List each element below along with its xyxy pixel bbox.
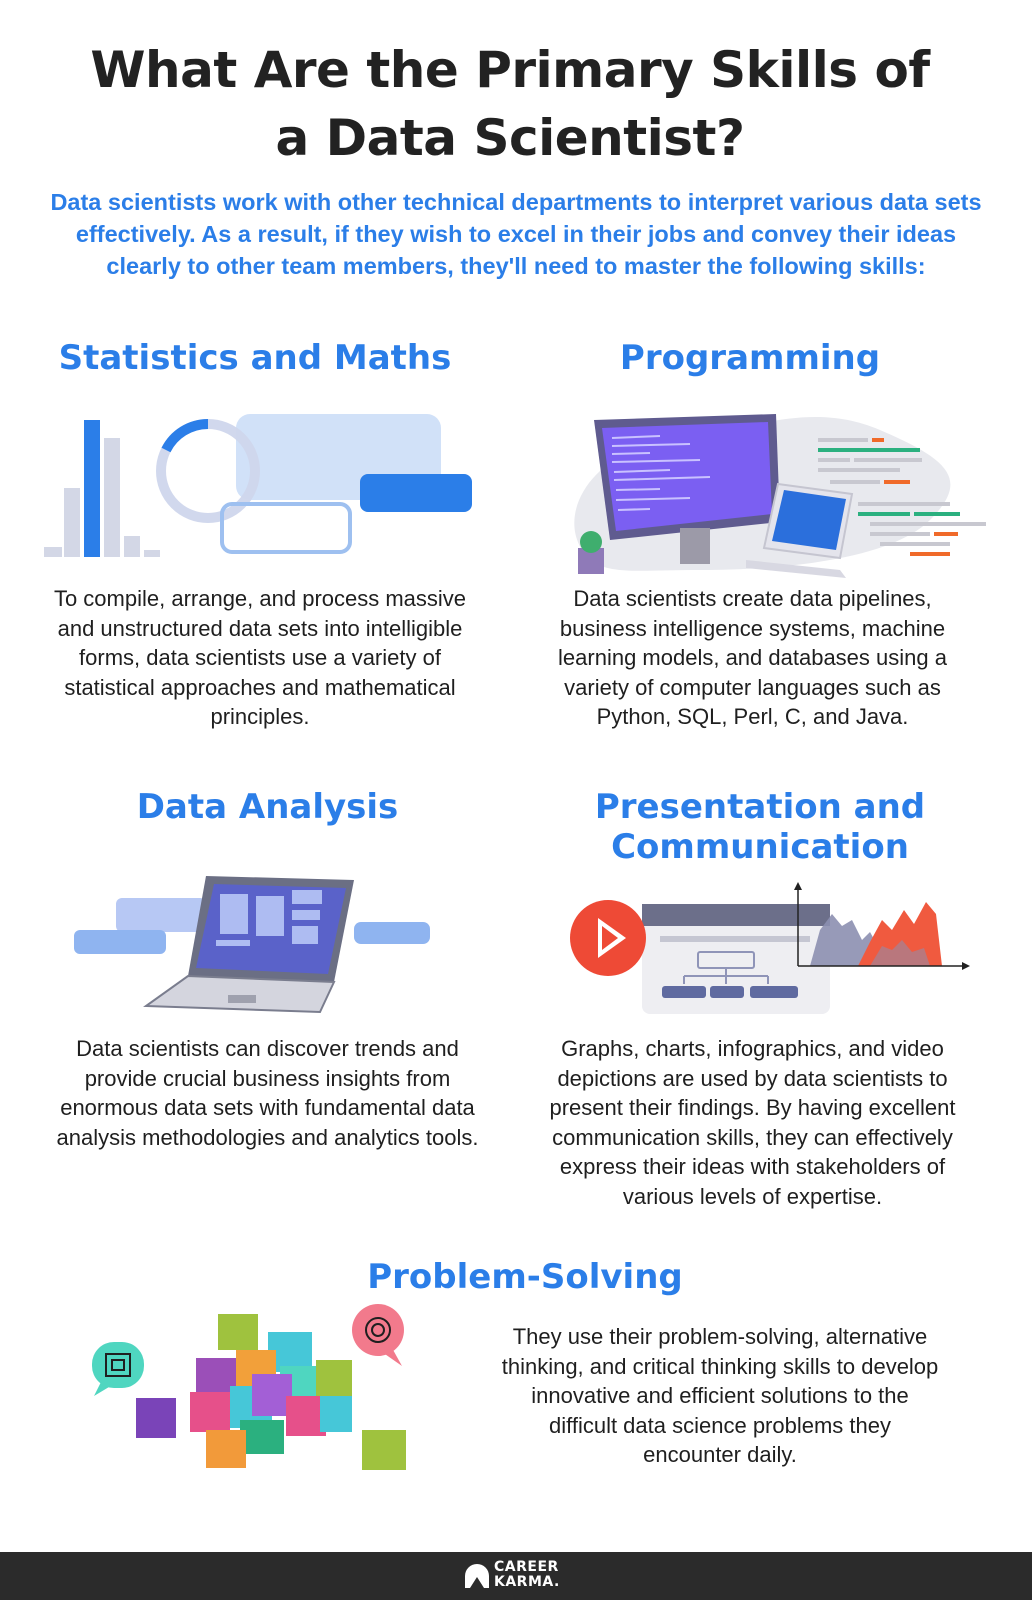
presentation-description: Graphs, charts, infographics, and video depictions are used by data scientists to present their findings. By having excellent communication skills, they can effectively express their ideas with stakeholders of various levels of expertise. (549, 1036, 956, 1209)
presentation-illustration (570, 890, 990, 1020)
presentation-heading-line1: Presentation and (594, 787, 926, 827)
statistics-description: To compile, arrange, and process massive and unstructured data sets into intelligible forms, data scientists use a variety of statistical approaches and mathematical principles. (53, 586, 467, 729)
data-analysis-description: Data scientists can discover trends and provide crucial business insights from enormous data sets with fundamental data analysis methodologies and analytics tools. (56, 1036, 479, 1150)
data-analysis-heading: Data Analysis (136, 787, 399, 827)
laptop-dashboard-illustration (70, 870, 440, 1030)
presentation-heading-line2: Communication (611, 827, 909, 867)
logo-mark-icon (464, 1563, 490, 1589)
page-title (40, 36, 980, 172)
intro-paragraph: Data scientists work with other technical departments to interpret various data sets effectively. As a result, if they wish to excel in their jobs and convey their ideas clearly to other team members, they'll need to master the following skills: (50, 189, 982, 279)
page-title-line1: What Are the Primary Skills of (90, 41, 930, 99)
problem-solving-description: They use their problem-solving, alternative thinking, and critical thinking skills to develop innovative and efficient solutions to the difficult data science problems they encounter daily. (501, 1324, 939, 1467)
programming-heading: Programming (619, 338, 881, 378)
page-title-line2: a Data Scientist? (275, 109, 745, 167)
career-karma-logo[interactable] (464, 1557, 574, 1595)
programming-illustration (550, 410, 1010, 590)
statistics-heading: Statistics and Maths (58, 338, 452, 378)
cubes-illustration (80, 1300, 440, 1480)
problem-solving-heading: Problem-Solving (367, 1257, 683, 1297)
statistics-illustration (40, 410, 480, 570)
programming-description: Data scientists create data pipelines, business intelligence systems, machine learning models, and databases using a variety of computer languages such as Python, SQL, Perl, C, and Java. (558, 586, 947, 729)
logo-line1: CAREER (494, 1559, 559, 1575)
presentation-heading (530, 787, 990, 867)
logo-line2: KARMA. (494, 1574, 560, 1590)
